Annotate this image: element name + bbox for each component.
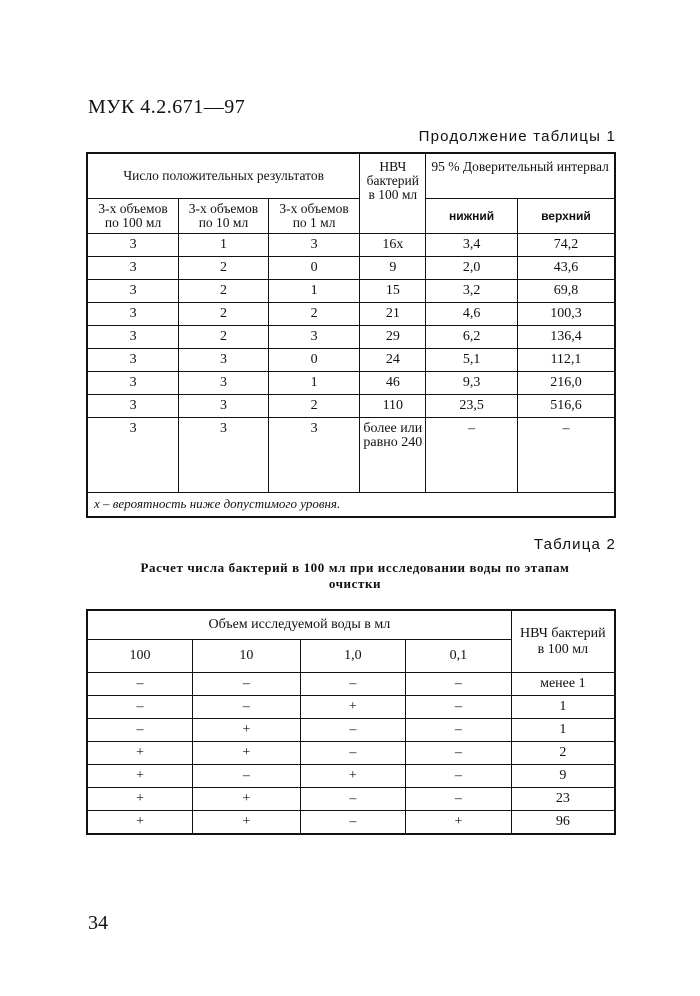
- table-cell: +: [193, 719, 301, 742]
- table-cell: –: [300, 742, 406, 765]
- table-cell: 23: [511, 788, 615, 811]
- table-cell: +: [87, 742, 193, 765]
- table-cell: 1: [511, 696, 615, 719]
- table-cell: –: [406, 673, 512, 696]
- table-row: [87, 811, 615, 835]
- table-cell: +: [87, 788, 193, 811]
- table-cell: 216,0: [517, 372, 615, 395]
- table-cell: 110: [360, 395, 426, 418]
- ci-upper-header: верхний: [517, 199, 615, 234]
- table-cell: 1: [268, 280, 360, 303]
- table-cell: 516,6: [517, 395, 615, 418]
- table-cell: 3: [179, 418, 269, 493]
- table2-caption: Таблица 2: [533, 536, 616, 553]
- col-header-10ml: 3-х объемов по 10 мл: [179, 199, 269, 234]
- table-cell: 21: [360, 303, 426, 326]
- table-cell: 3: [179, 349, 269, 372]
- table-cell: +: [193, 788, 301, 811]
- table-cell: –: [426, 418, 518, 493]
- confidence-interval-header: 95 % Доверительный интервал: [426, 153, 615, 199]
- table-cell: 3: [87, 372, 179, 395]
- volume-1: 1,0: [300, 640, 406, 673]
- table-cell: 3: [268, 418, 360, 493]
- table-cell: 43,6: [517, 257, 615, 280]
- table-cell: 46: [360, 372, 426, 395]
- positive-results-header: Число положительных результатов: [87, 153, 360, 199]
- table-cell: +: [193, 742, 301, 765]
- nvch-header-2: НВЧ бактерий в 100 мл: [511, 610, 615, 673]
- table-cell: –: [87, 673, 193, 696]
- table-cell: 4,6: [426, 303, 518, 326]
- table-cell: 15: [360, 280, 426, 303]
- table-cell: 136,4: [517, 326, 615, 349]
- table2: [86, 609, 616, 835]
- table-cell: 2: [179, 326, 269, 349]
- table-cell: 3: [179, 395, 269, 418]
- table-cell: –: [87, 696, 193, 719]
- table-row: [87, 673, 615, 696]
- table-cell: –: [300, 811, 406, 835]
- table-cell: 2: [179, 257, 269, 280]
- table-cell: 74,2: [517, 234, 615, 257]
- table-row: [87, 742, 615, 765]
- table-cell: 3: [87, 280, 179, 303]
- ci-lower-header: нижний: [426, 199, 518, 234]
- table-cell: 29: [360, 326, 426, 349]
- table-cell: 2: [179, 280, 269, 303]
- table-row: [87, 696, 615, 719]
- col-header-1ml: 3-х объемов по 1 мл: [268, 199, 360, 234]
- table-cell: 3: [87, 257, 179, 280]
- table-row: [87, 326, 615, 349]
- table-cell: +: [300, 696, 406, 719]
- volume-header: Объем исследуемой воды в мл: [87, 610, 511, 640]
- table-cell: 0: [268, 257, 360, 280]
- table-row: [87, 765, 615, 788]
- table1: [86, 152, 616, 518]
- table-cell: –: [300, 719, 406, 742]
- table-cell: 23,5: [426, 395, 518, 418]
- table-cell: 3: [87, 349, 179, 372]
- table-cell: +: [193, 811, 301, 835]
- nvch-header: НВЧ бактерий в 100 мл: [360, 153, 426, 234]
- table-cell: 1: [179, 234, 269, 257]
- col-header-100ml: 3-х объемов по 100 мл: [87, 199, 179, 234]
- table-cell: 112,1: [517, 349, 615, 372]
- table-cell: более или равно 240: [360, 418, 426, 493]
- table-cell: 3: [268, 234, 360, 257]
- volume-10: 10: [193, 640, 301, 673]
- table-row: [87, 418, 615, 493]
- table-cell: 16x: [360, 234, 426, 257]
- table-row: [87, 349, 615, 372]
- table-cell: –: [517, 418, 615, 493]
- table-cell: –: [193, 696, 301, 719]
- table1-caption: Продолжение таблицы 1: [418, 128, 616, 145]
- table-row: [87, 280, 615, 303]
- table-cell: 3: [87, 395, 179, 418]
- table-cell: 9: [360, 257, 426, 280]
- table-cell: 3,4: [426, 234, 518, 257]
- table-cell: 2: [511, 742, 615, 765]
- table-cell: –: [406, 788, 512, 811]
- table-cell: 2,0: [426, 257, 518, 280]
- table2-title: Расчет числа бактерий в 100 мл при исследовании воды по этапам очистки: [140, 560, 570, 591]
- table-cell: 24: [360, 349, 426, 372]
- table-row: [87, 788, 615, 811]
- table-cell: 2: [268, 303, 360, 326]
- table-cell: –: [300, 673, 406, 696]
- table-cell: –: [300, 788, 406, 811]
- table-cell: 1: [511, 719, 615, 742]
- table-cell: 3: [87, 303, 179, 326]
- table-row: [87, 303, 615, 326]
- table-row: [87, 395, 615, 418]
- table-cell: 3: [179, 372, 269, 395]
- table-cell: 69,8: [517, 280, 615, 303]
- table-cell: 6,2: [426, 326, 518, 349]
- document-code: МУК 4.2.671—97: [88, 96, 246, 118]
- table-cell: менее 1: [511, 673, 615, 696]
- table-row: [87, 719, 615, 742]
- table-cell: +: [87, 765, 193, 788]
- table-cell: –: [406, 719, 512, 742]
- table-cell: 3,2: [426, 280, 518, 303]
- table-cell: 9,3: [426, 372, 518, 395]
- table-cell: 5,1: [426, 349, 518, 372]
- table-cell: 3: [268, 326, 360, 349]
- table-cell: +: [87, 811, 193, 835]
- table-cell: +: [406, 811, 512, 835]
- table-cell: –: [406, 742, 512, 765]
- volume-0-1: 0,1: [406, 640, 512, 673]
- table-cell: 2: [179, 303, 269, 326]
- table-row: [87, 372, 615, 395]
- table-cell: 2: [268, 395, 360, 418]
- table-row: [87, 234, 615, 257]
- volume-100: 100: [87, 640, 193, 673]
- table-cell: 1: [268, 372, 360, 395]
- table-cell: 96: [511, 811, 615, 835]
- table1-footnote: x – вероятность ниже допустимого уровня.: [87, 493, 615, 518]
- table-cell: 100,3: [517, 303, 615, 326]
- table-cell: 9: [511, 765, 615, 788]
- table-row: [87, 257, 615, 280]
- table-cell: 3: [87, 234, 179, 257]
- table-cell: –: [406, 765, 512, 788]
- table-cell: –: [193, 673, 301, 696]
- table-cell: 0: [268, 349, 360, 372]
- table-cell: –: [406, 696, 512, 719]
- table-cell: +: [300, 765, 406, 788]
- page-number: 34: [88, 912, 108, 934]
- table-cell: 3: [87, 326, 179, 349]
- table-cell: –: [193, 765, 301, 788]
- table-cell: –: [87, 719, 193, 742]
- table-cell: 3: [87, 418, 179, 493]
